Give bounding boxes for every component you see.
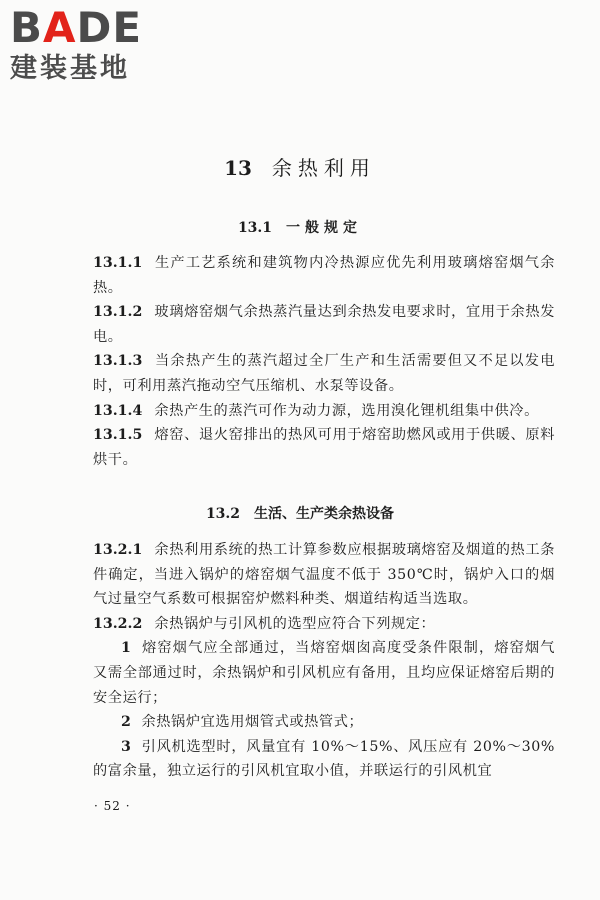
item-number: 2 bbox=[121, 714, 132, 731]
item-number: 3 bbox=[121, 738, 132, 755]
item-number: 1 bbox=[121, 640, 132, 657]
clause-number: 13.1.5 bbox=[93, 427, 143, 444]
clause-13-1-3 bbox=[93, 349, 555, 398]
clause-13-1-4 bbox=[93, 399, 555, 424]
clause-13-2-2 bbox=[93, 612, 555, 637]
clause-text: 余热利用系统的热工计算参数应根据玻璃熔窑及烟道的热工条件确定，当进入锅炉的熔窑烟气温度不低于 350℃时，锅炉入口的烟气过量空气系数可根据窑炉燃料种类、烟道结构适当选取。 bbox=[93, 542, 555, 608]
clause-13-1-5 bbox=[93, 423, 555, 472]
item-text: 熔窑烟气应全部通过，当熔窑烟囱高度受条件限制，熔窑烟气又需全部通过时，余热锅炉和引风机应有备用，且均应保证熔窑后期的安全运行； bbox=[93, 640, 555, 706]
list-item-1 bbox=[93, 636, 555, 710]
section-13-2-body bbox=[93, 538, 555, 784]
section-name: 生活、生产类余热设备 bbox=[254, 506, 395, 522]
section-name: 一般规定 bbox=[286, 220, 363, 236]
chapter-title bbox=[0, 155, 600, 181]
clause-13-1-2 bbox=[93, 300, 555, 349]
clause-13-2-1 bbox=[93, 538, 555, 612]
item-text: 引风机选型时，风量宜有 10%～15%、风压应有 20%～30%的富余量，独立运行的引风机宜取小值，并联运行的引风机宜 bbox=[93, 738, 555, 780]
clause-text: 玻璃熔窑烟气余热蒸汽量达到余热发电要求时，宜用于余热发电。 bbox=[93, 304, 555, 345]
clause-text: 余热锅炉与引风机的选型应符合下列规定： bbox=[154, 615, 436, 632]
logo-wordmark-de: DE bbox=[76, 3, 143, 52]
clause-number: 13.1.2 bbox=[93, 304, 143, 321]
clause-number: 13.2.1 bbox=[93, 542, 143, 558]
clause-text: 生产工艺系统和建筑物内冷热源应优先利用玻璃熔窑烟气余热。 bbox=[93, 255, 555, 296]
clause-13-1-1 bbox=[93, 251, 555, 300]
logo-wordmark-b: B bbox=[10, 3, 44, 52]
section-title-13-1 bbox=[0, 218, 600, 238]
clause-text: 当余热产生的蒸汽超过全厂生产和生活需要但又不足以发电时，可利用蒸汽拖动空气压缩机、水泵等设备。 bbox=[93, 353, 555, 394]
list-item-3 bbox=[93, 735, 555, 784]
logo-wordmark-a: A bbox=[43, 3, 77, 52]
logo-wordmark bbox=[10, 4, 142, 52]
list-item-2 bbox=[93, 710, 555, 735]
section-number: 13.2 bbox=[205, 506, 241, 522]
section-13-1-body bbox=[93, 251, 555, 472]
clause-text: 余热产生的蒸汽可作为动力源，选用溴化锂机组集中供冷。 bbox=[154, 402, 539, 419]
item-text: 余热锅炉宜选用烟管式或热管式； bbox=[141, 714, 364, 731]
section-number: 13.1 bbox=[237, 220, 273, 236]
chapter-name: 余热利用 bbox=[271, 156, 376, 180]
chapter-number: 13 bbox=[224, 156, 252, 180]
page-number: · 52 · bbox=[94, 799, 131, 813]
bade-logo bbox=[10, 4, 190, 84]
clause-number: 13.2.2 bbox=[93, 615, 143, 632]
clause-number: 13.1.1 bbox=[93, 255, 143, 271]
clause-text: 熔窑、退火窑排出的热风可用于熔窑助燃风或用于供暖、原料烘干。 bbox=[93, 427, 555, 468]
section-title-13-2 bbox=[0, 504, 600, 524]
logo-subtitle: 建装基地 bbox=[10, 53, 130, 84]
clause-number: 13.1.4 bbox=[93, 402, 143, 419]
clause-number: 13.1.3 bbox=[93, 353, 143, 370]
